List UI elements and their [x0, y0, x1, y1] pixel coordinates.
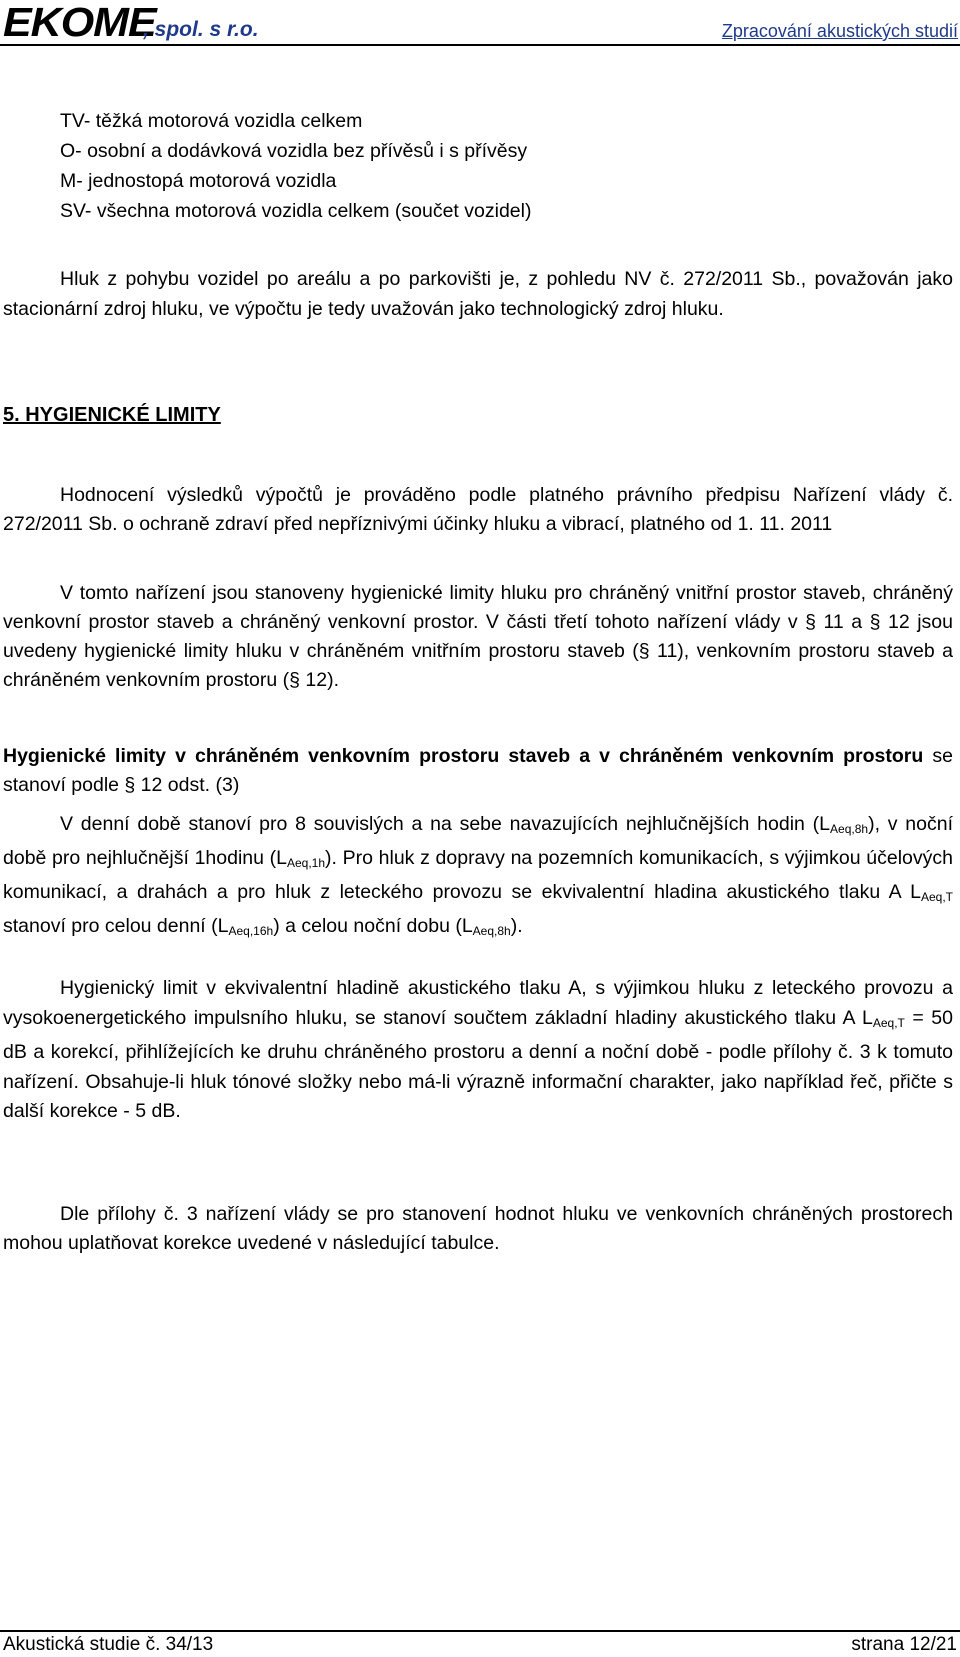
company-logo: EKOME: [3, 0, 156, 45]
list-item: O- osobní a dodávková vozidla bez přívěsů i s přívěsy: [60, 140, 528, 162]
evaluation-paragraph: Hodnocení výsledků výpočtů je prováděno podle platného právního předpisu Nařízení vlády č. 272/2011 Sb. o ochraně zdraví před nepříznivými účinky hluku a vibrací, platného od 1. 11. 2011: [3, 484, 953, 535]
text-run: V denní době stanoví pro 8 souvislých a na sebe navazujících nejhlučnějších hodin (L: [60, 813, 831, 835]
subscript: Aeq,1h: [287, 856, 326, 870]
regulation-paragraph: V tomto nařízení jsou stanoveny hygienické limity hluku pro chráněný vnitřní prostor staveb, chráněný venkovní prostor staveb a chráněný venkovní prostor. V části třetí tohoto nařízení vlády v § 11 a § 12 jsou uvedeny hygienické limity hluku v chráněném vnitřním prostoru staveb (§ 11), venkovním prostoru staveb a chráněném venkovním prostoru (§ 12).: [3, 582, 953, 691]
parking-paragraph: Hluk z pohybu vozidel po areálu a po parkovišti je, z pohledu NV č. 272/2011 Sb., považován jako stacionární zdroj hluku, ve výpočtu je tedy uvažován jako technologický zdroj hluku.: [3, 268, 953, 320]
text-run: ).: [510, 915, 523, 937]
list-item: TV- těžká motorová vozidla celkem: [60, 110, 363, 132]
vehicle-list: [60, 106, 960, 226]
footer-page-number: strana 12/21: [851, 1634, 957, 1655]
text-run: = 50 dB a korekcí, přihlížejících ke druhu chráněného prostoru a denní a noční době - podle přílohy č. 3 k tomuto nařízení. Obsahuje-li hluk tónové složky nebo má-li výrazně informační charakter, jako například řeč, přičte s další korekce - 5 dB.: [3, 1006, 954, 1122]
list-item: M- jednostopá motorová vozidla: [60, 170, 337, 192]
text-run: ), v noční době pro nejhlučnější 1hodinu (L: [3, 813, 954, 869]
text-run: ) a celou noční dobu (L: [273, 915, 473, 937]
text-run: ). Pro hluk z dopravy na pozemních komunikacích, s výjimkou účelových komunikací, a drahách a pro hluk z leteckého provozu se ekvivalentní hladina akustického tlaku A L: [3, 847, 953, 903]
daytime-paragraph: [3, 810, 953, 946]
limits-heading-rest: se stanoví podle § 12 odst. (3): [3, 745, 953, 796]
limit-paragraph: [3, 974, 953, 1127]
text-run: Hygienický limit v ekvivalentní hladině akustického tlaku A, s výjimkou hluku z leteckého provozu a vysokoenergetického impulsního hluku, se stanoví součtem základní hladiny akustického tlaku A L: [3, 977, 953, 1029]
subscript: Aeq,8h: [830, 822, 869, 836]
text-run: stanoví pro celou denní (L: [3, 915, 229, 937]
list-item: SV- všechna motorová vozidla celkem (součet vozidel): [60, 200, 532, 222]
page-footer: [0, 1630, 960, 1657]
footer-study-number: Akustická studie č. 34/13: [3, 1634, 214, 1655]
limits-heading-bold: Hygienické limity v chráněném venkovním prostoru staveb a v chráněném venkovním prostoru: [3, 745, 924, 767]
section-heading: 5. HYGIENICKÉ LIMITY: [3, 404, 221, 426]
subscript: Aeq,T: [920, 890, 953, 904]
company-suffix: , spol. s r.o.: [143, 18, 259, 41]
limits-heading: [3, 742, 953, 800]
page-header: [0, 0, 960, 46]
subscript: Aeq,8h: [472, 924, 511, 938]
header-title: Zpracování akustických studií: [721, 21, 958, 41]
subscript: Aeq,T: [872, 1015, 905, 1030]
corrections-paragraph: Dle přílohy č. 3 nařízení vlády se pro stanovení hodnot hluku ve venkovních chráněných prostorech mohou uplatňovat korekce uvedené v následující tabulce.: [3, 1203, 953, 1254]
subscript: Aeq,16h: [228, 924, 274, 938]
